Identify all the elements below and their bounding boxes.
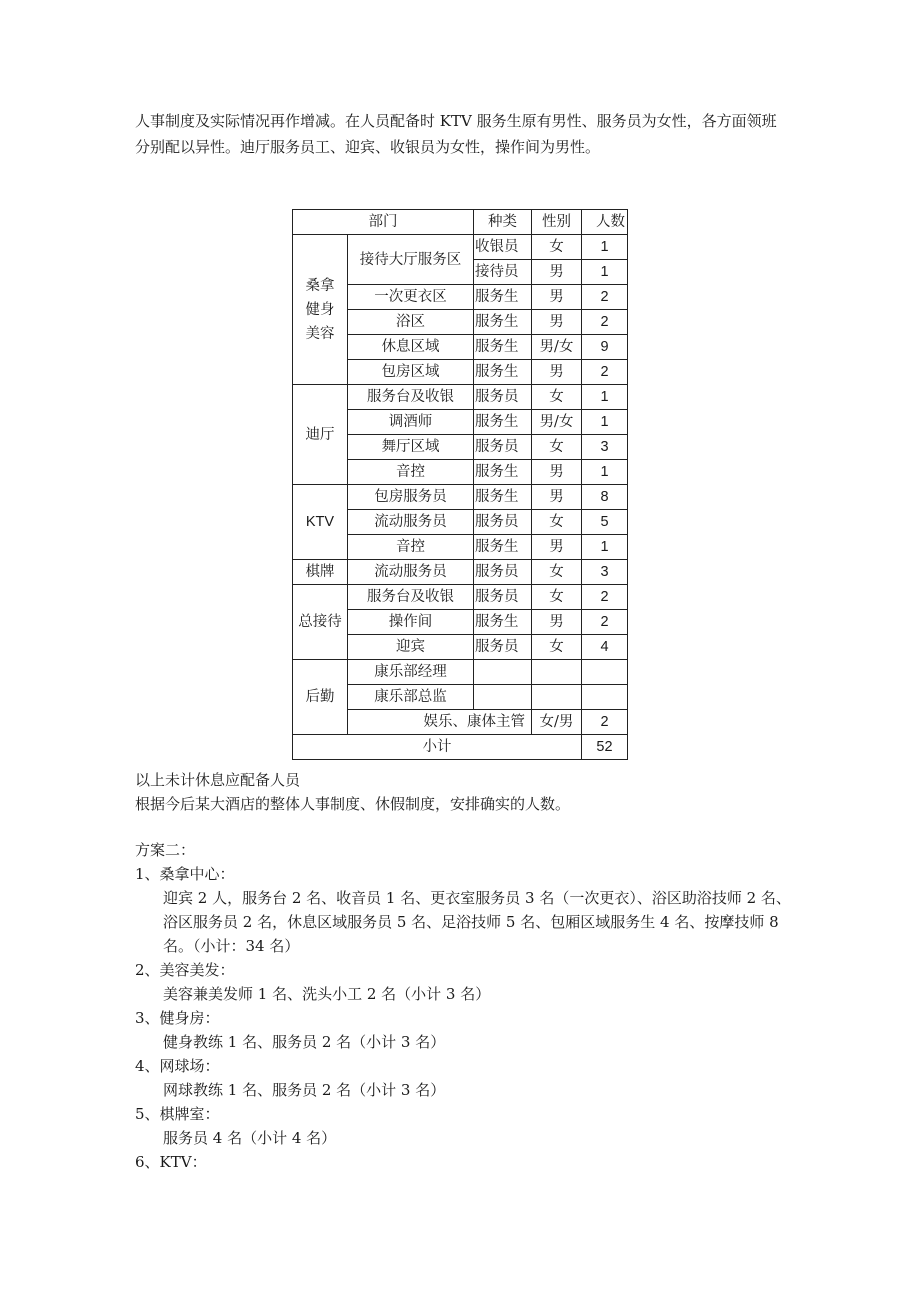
count-cell: 1 xyxy=(582,235,628,260)
count-cell xyxy=(582,685,628,710)
subtotal-row xyxy=(293,735,628,760)
area-cell: 迎宾 xyxy=(348,635,474,660)
count-cell: 8 xyxy=(582,485,628,510)
type-cell: 服务员 xyxy=(474,510,532,535)
area-cell: 一次更衣区 xyxy=(348,285,474,310)
section-heading: 4、网球场： xyxy=(135,1057,220,1075)
area-cell: 休息区域 xyxy=(348,335,474,360)
type-cell: 服务生 xyxy=(474,360,532,385)
count-cell: 1 xyxy=(582,260,628,285)
header-gender: 性别 xyxy=(532,210,582,235)
gender-cell xyxy=(532,685,582,710)
dept-chess: 棋牌 xyxy=(293,560,348,585)
section-heading: 2、美容美发： xyxy=(135,961,235,979)
area-cell: 舞厅区域 xyxy=(348,435,474,460)
area-cell: 操作间 xyxy=(348,610,474,635)
gender-cell: 男 xyxy=(532,285,582,310)
note-line-1: 以上未计休息应配备人员 xyxy=(135,771,301,789)
area-cell: 服务台及收银 xyxy=(348,585,474,610)
gender-cell: 女/男 xyxy=(532,710,582,735)
section-body: 网球教练 1 名、服务员 2 名（小计 3 名） xyxy=(163,1081,446,1099)
gender-cell xyxy=(532,660,582,685)
table-header-row xyxy=(293,210,628,235)
area-cell: 流动服务员 xyxy=(348,510,474,535)
gender-cell: 女 xyxy=(532,235,582,260)
table-row xyxy=(293,485,628,510)
gender-cell: 男/女 xyxy=(532,410,582,435)
area-cell: 包房服务员 xyxy=(348,485,474,510)
count-cell: 1 xyxy=(582,410,628,435)
table-row xyxy=(293,585,628,610)
section-heading: 3、健身房： xyxy=(135,1009,220,1027)
gender-cell: 女 xyxy=(532,385,582,410)
area-cell: 服务台及收银 xyxy=(348,385,474,410)
count-cell: 1 xyxy=(582,460,628,485)
count-cell: 3 xyxy=(582,560,628,585)
dept-front: 总接待 xyxy=(293,585,348,660)
type-cell: 服务生 xyxy=(474,485,532,510)
gender-cell: 男 xyxy=(532,535,582,560)
section-body: 美容兼美发师 1 名、洗头小工 2 名（小计 3 名） xyxy=(163,985,491,1003)
area-cell: 浴区 xyxy=(348,310,474,335)
gender-cell: 男 xyxy=(532,360,582,385)
type-cell: 服务生 xyxy=(474,460,532,485)
section-body: 迎宾 2 人，服务台 2 名、收音员 1 名、更衣室服务员 3 名（一次更衣）、浴区助浴技师 2 名、浴区服务员 2 名，休息区域服务员 5 名、足浴技师 5 名、包厢区域服务生 4 名、按摩技师 8 名。（小计：34 名） xyxy=(163,889,791,955)
intro-line-2: 分别配以异性。迪厅服务员工、迎宾、收银员为女性，操作间为男性。 xyxy=(135,138,601,156)
count-cell: 1 xyxy=(582,535,628,560)
count-cell: 1 xyxy=(582,385,628,410)
gender-cell: 男 xyxy=(532,460,582,485)
area-cell: 康乐部经理 xyxy=(348,660,474,685)
table-row xyxy=(293,660,628,685)
count-cell: 2 xyxy=(582,285,628,310)
type-cell: 服务员 xyxy=(474,635,532,660)
type-cell: 收银员 xyxy=(474,235,532,260)
gender-cell: 男 xyxy=(532,610,582,635)
type-cell: 服务员 xyxy=(474,385,532,410)
area-reception-hall: 接待大厅服务区 xyxy=(348,235,474,285)
area-cell: 包房区域 xyxy=(348,360,474,385)
intro-line-1: 人事制度及实际情况再作增减。在人员配备时 KTV 服务生原有男性、服务员为女性，各方面领班 xyxy=(135,112,777,130)
plan-two xyxy=(135,838,815,1174)
section-heading: 1、桑拿中心： xyxy=(135,865,235,883)
header-dept: 部门 xyxy=(293,210,474,235)
type-cell: 服务生 xyxy=(474,610,532,635)
type-cell: 服务生 xyxy=(474,535,532,560)
gender-cell: 男 xyxy=(532,485,582,510)
count-cell: 4 xyxy=(582,635,628,660)
gender-cell: 女 xyxy=(532,510,582,535)
area-cell: 流动服务员 xyxy=(348,560,474,585)
section-heading: 6、KTV： xyxy=(135,1153,207,1171)
gender-cell: 女 xyxy=(532,585,582,610)
note-line-2: 根据今后某大酒店的整体人事制度、休假制度，安排确实的人数。 xyxy=(135,795,571,813)
subtotal-label: 小计 xyxy=(293,735,582,760)
gender-cell: 女 xyxy=(532,560,582,585)
dept-logistics: 后勤 xyxy=(293,660,348,735)
area-cell: 音控 xyxy=(348,535,474,560)
type-cell: 服务生 xyxy=(474,285,532,310)
section-body: 健身教练 1 名、服务员 2 名（小计 3 名） xyxy=(163,1033,446,1051)
type-cell: 服务生 xyxy=(474,410,532,435)
count-cell: 2 xyxy=(582,610,628,635)
header-type: 种类 xyxy=(474,210,532,235)
area-cell: 康乐部总监 xyxy=(348,685,474,710)
area-cell: 调酒师 xyxy=(348,410,474,435)
area-cell: 音控 xyxy=(348,460,474,485)
notes xyxy=(135,768,570,816)
count-cell: 3 xyxy=(582,435,628,460)
plan-title: 方案二： xyxy=(135,841,196,859)
type-cell: 服务生 xyxy=(474,310,532,335)
type-cell xyxy=(474,660,532,685)
type-cell: 接待员 xyxy=(474,260,532,285)
dept-sauna: 桑拿 健身 美容 xyxy=(293,235,348,385)
table-row xyxy=(293,385,628,410)
gender-cell: 男 xyxy=(532,310,582,335)
type-cell: 服务员 xyxy=(474,560,532,585)
gender-cell: 女 xyxy=(532,635,582,660)
count-cell: 2 xyxy=(582,710,628,735)
section-body: 服务员 4 名（小计 4 名） xyxy=(163,1129,337,1147)
table-row xyxy=(293,235,628,260)
dept-disco: 迪厅 xyxy=(293,385,348,485)
table-row xyxy=(293,560,628,585)
header-count: 人数 xyxy=(582,210,628,235)
type-cell: 服务生 xyxy=(474,335,532,360)
gender-cell: 女 xyxy=(532,435,582,460)
section-heading: 5、棋牌室： xyxy=(135,1105,220,1123)
area-cell: 娱乐、康体主管 xyxy=(348,710,532,735)
count-cell: 9 xyxy=(582,335,628,360)
staffing-table xyxy=(292,209,628,760)
type-cell xyxy=(474,685,532,710)
count-cell xyxy=(582,660,628,685)
dept-ktv: KTV xyxy=(293,485,348,560)
count-cell: 5 xyxy=(582,510,628,535)
count-cell: 2 xyxy=(582,585,628,610)
subtotal-count: 52 xyxy=(582,735,628,760)
count-cell: 2 xyxy=(582,360,628,385)
gender-cell: 男 xyxy=(532,260,582,285)
gender-cell: 男/女 xyxy=(532,335,582,360)
type-cell: 服务员 xyxy=(474,585,532,610)
type-cell: 服务员 xyxy=(474,435,532,460)
intro-paragraph xyxy=(135,108,795,160)
count-cell: 2 xyxy=(582,310,628,335)
